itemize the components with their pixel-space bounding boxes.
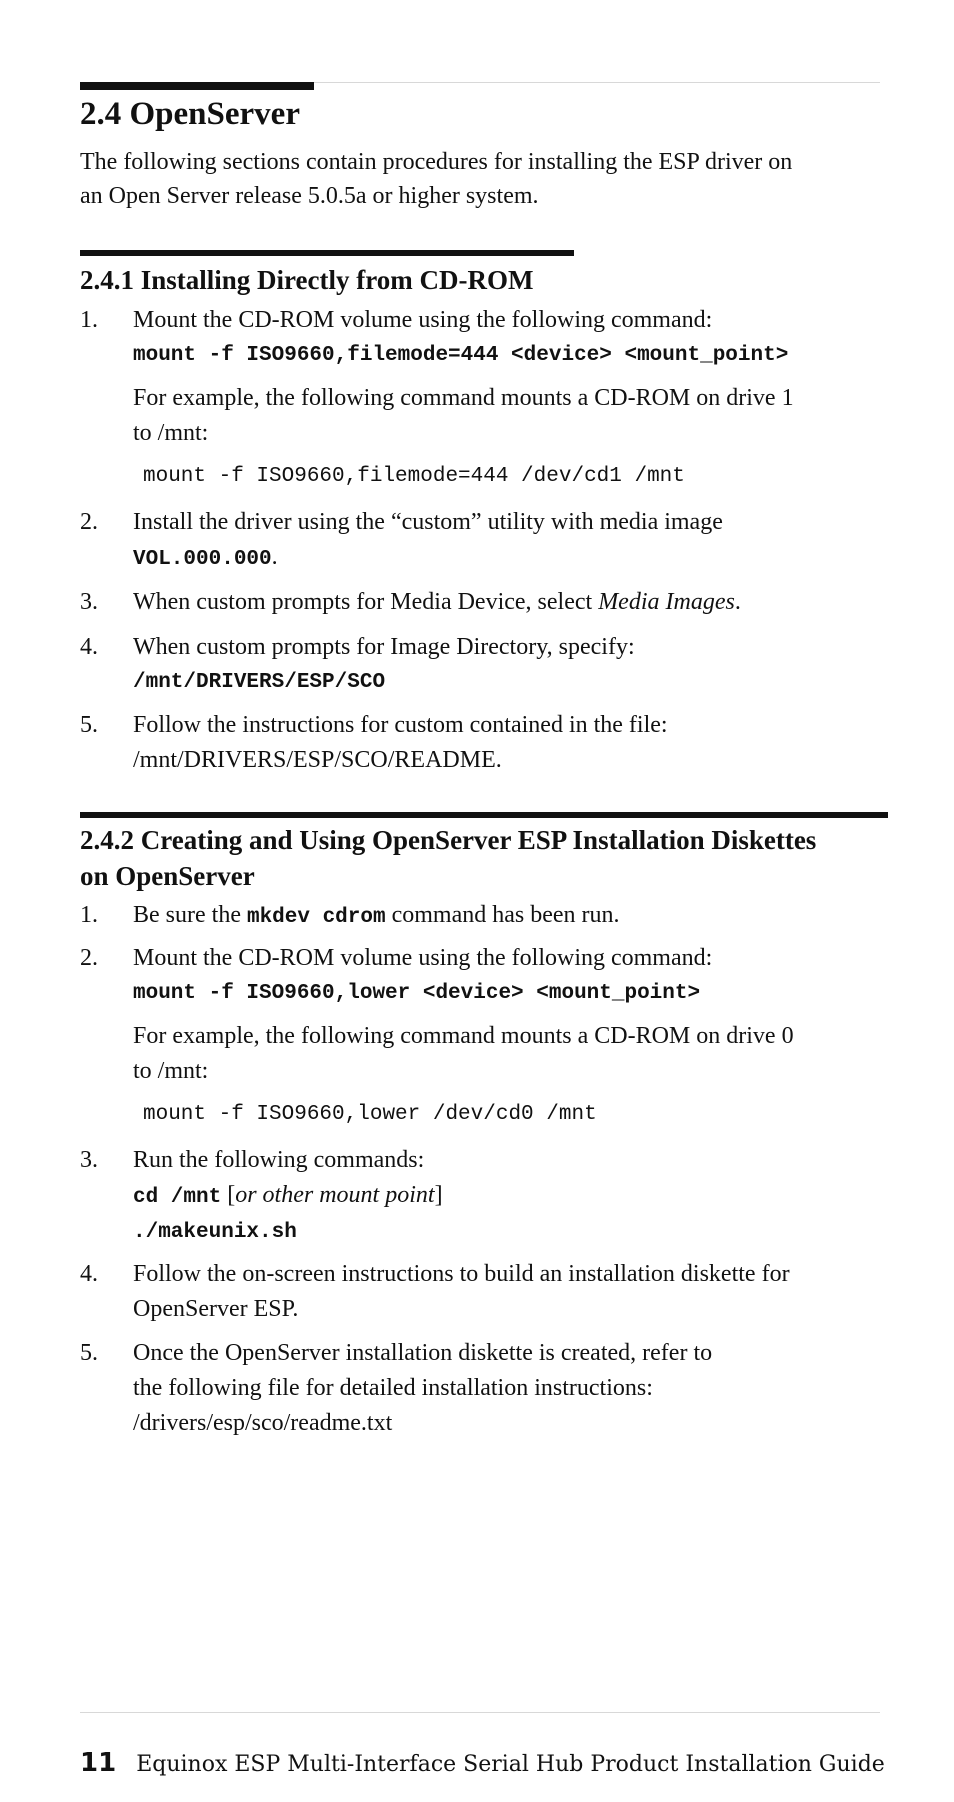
section-bar xyxy=(80,82,314,90)
page-number: 11 xyxy=(80,1748,117,1778)
subsection1-title: 2.4.1 Installing Directly from CD-ROM xyxy=(80,265,534,295)
code-line: ./makeunix.sh xyxy=(133,1221,297,1244)
code-inline: cd /mnt xyxy=(133,1186,222,1209)
section-title: 2.4 OpenServer xyxy=(80,96,300,132)
code-example: mount -f ISO9660,lower /dev/cd0 /mnt xyxy=(143,1103,597,1126)
subsection2-bar xyxy=(80,812,888,818)
subsection1-bar xyxy=(80,250,574,256)
code-inline: VOL.000.000 xyxy=(133,548,272,571)
footer-rule xyxy=(80,1712,880,1713)
footer-title: Equinox ESP Multi-Interface Serial Hub Product Installation Guide xyxy=(136,1752,885,1777)
page-footer xyxy=(80,1748,885,1778)
code-inline: mkdev cdrom xyxy=(246,906,386,929)
code-line: /mnt/DRIVERS/ESP/SCO xyxy=(133,671,386,694)
code-line: mount -f ISO9660,filemode=444 <device> <mount_point> xyxy=(133,344,789,367)
subsection2-title: 2.4.2 Creating and Using OpenServer ESP Installation Diskettes on OpenServer xyxy=(80,825,817,891)
code-line: mount -f ISO9660,lower <device> <mount_point> xyxy=(133,982,701,1005)
section-intro: The following sections contain procedures for installing the ESP driver on an Open Server release 5.0.5a or higher system. xyxy=(80,149,793,209)
code-example: mount -f ISO9660,filemode=444 /dev/cd1 /mnt xyxy=(143,465,685,488)
